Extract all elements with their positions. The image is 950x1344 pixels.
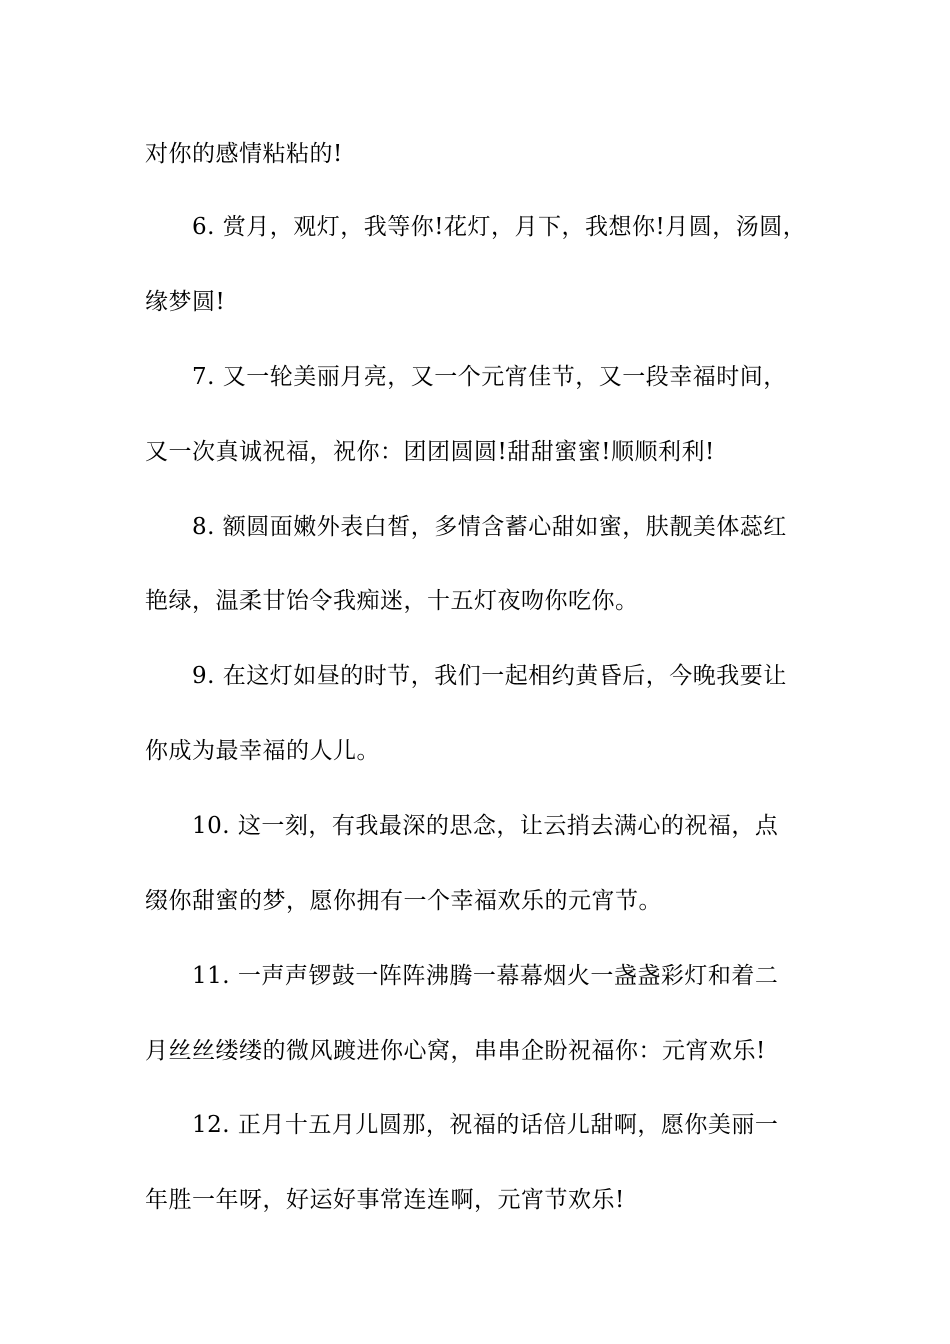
item-number: 12. [192, 1112, 231, 1138]
paragraph-8-second-line: 艳绿，温柔甘饴令我痴迷，十五灯夜吻你吃你。 [145, 588, 639, 614]
item-text: 在这灯如昼的时节，我们一起相约黄昏后，今晚我要让 [222, 663, 787, 689]
item-number: 10. [192, 813, 231, 839]
paragraph-7-first-line [192, 362, 787, 392]
item-number: 6. [192, 214, 215, 240]
paragraph-continuation: 对你的感情粘粘的! [145, 141, 343, 167]
item-text: 赏月，观灯，我等你!花灯，月下，我想你!月圆，汤圆， [222, 214, 807, 240]
paragraph-11-first-line [192, 961, 778, 991]
item-text: 又一轮美丽月亮，又一个元宵佳节，又一段幸福时间， [222, 364, 787, 390]
item-text: 一声声锣鼓一阵阵沸腾一幕幕烟火一盏盏彩灯和着二 [237, 963, 779, 989]
paragraph-12-second-line: 年胜一年呀，好运好事常连连啊，元宵节欢乐! [145, 1187, 625, 1213]
item-text: 这一刻，有我最深的思念，让云捎去满心的祝福，点 [237, 813, 779, 839]
paragraph-10-second-line: 缀你甜蜜的梦，愿你拥有一个幸福欢乐的元宵节。 [145, 888, 662, 914]
item-text: 额圆面嫩外表白皙，多情含蓄心甜如蜜，肤靓美体蕊红 [222, 514, 787, 540]
paragraph-7-second-line: 又一次真诚祝福，祝你：团团圆圆!甜甜蜜蜜!顺顺利利! [145, 439, 715, 465]
paragraph-10-first-line [192, 811, 778, 841]
paragraph-9-second-line: 你成为最幸福的人儿。 [145, 738, 380, 764]
paragraph-6-second-line: 缘梦圆! [145, 289, 226, 315]
item-number: 7. [192, 364, 215, 390]
paragraph-9-first-line [192, 661, 787, 691]
paragraph-8-first-line [192, 512, 787, 542]
item-number: 8. [192, 514, 215, 540]
paragraph-6-first-line [192, 212, 806, 242]
item-number: 9. [192, 663, 215, 689]
item-number: 11. [192, 963, 231, 989]
paragraph-11-second-line: 月丝丝缕缕的微风踱进你心窝，串串企盼祝福你：元宵欢乐! [145, 1038, 766, 1064]
item-text: 正月十五月儿圆那，祝福的话倍儿甜啊，愿你美丽一 [237, 1112, 779, 1138]
paragraph-12-first-line [192, 1110, 778, 1140]
